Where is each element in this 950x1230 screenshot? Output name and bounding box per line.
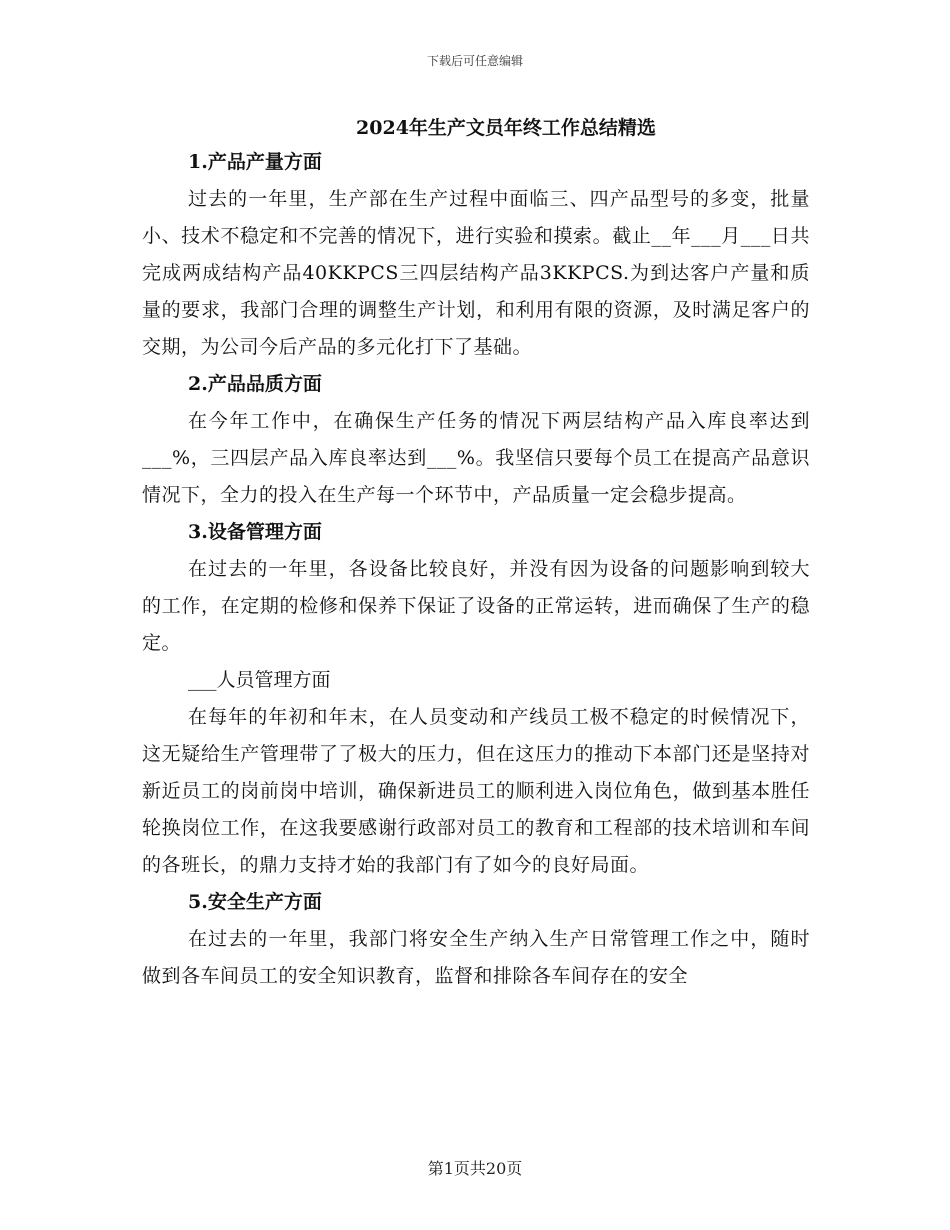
page-footer: 第1页共20页	[427, 1159, 523, 1178]
section-heading-personnel: ___人员管理方面	[188, 669, 331, 691]
page-header: 下载后可任意编辑	[426, 54, 523, 68]
section-heading-safety: 5.安全生产方面	[188, 891, 322, 913]
section-paragraph-personnel: 在每年的年初和年末，在人员变动和产线员工极不稳定的时候情况下，这无疑给生产管理带了了极大的压力，但在这压力的推动下本部门还是坚持对新近员工的岗前岗中培训，确保新进员工的顺利进入岗位角色，做到基本胜任轮换岗位工作，在这我要感谢行政部对员工的教育和工程部的技术培训和车间的各班长，的鼎力支持才始的我部门有了如今的良好局面。	[142, 706, 810, 876]
section-paragraph-quality: 在今年工作中，在确保生产任务的情况下两层结构产品入库良率达到___%，三四层产品入库良率达到___%。我坚信只要每个员工在提高产品意识情况下，全力的投入在生产每一个环节中，产品质量一定会稳步提高。	[142, 410, 810, 506]
section-paragraph-safety: 在过去的一年里，我部门将安全生产纳入生产日常管理工作之中，随时做到各车间员工的安全知识教育，监督和排除各车间存在的安全	[142, 928, 810, 987]
section-paragraph-equipment: 在过去的一年里，各设备比较良好，并没有因为设备的问题影响到较大的工作，在定期的检修和保养下保证了设备的正常运转，进而确保了生产的稳定。	[142, 558, 810, 654]
section-paragraph-output: 过去的一年里，生产部在生产过程中面临三、四产品型号的多变，批量小、技术不稳定和不完善的情况下，进行实验和摸索。截止__年___月___日共完成两成结构产品40KKPCS三四层结构产品3KKPCS.为到达客户产量和质量的要求，我部门合理的调整生产计划，和利用有限的资源，及时满足客户的交期，为公司今后产品的多元化打下了基础。	[142, 188, 810, 358]
document-title: 2024年生产文员年终工作总结精选	[356, 117, 656, 139]
document-body	[142, 112, 810, 995]
section-heading-equipment: 3.设备管理方面	[188, 521, 322, 543]
section-heading-quality: 2.产品品质方面	[188, 373, 322, 395]
section-heading-output: 1.产品产量方面	[188, 151, 322, 173]
